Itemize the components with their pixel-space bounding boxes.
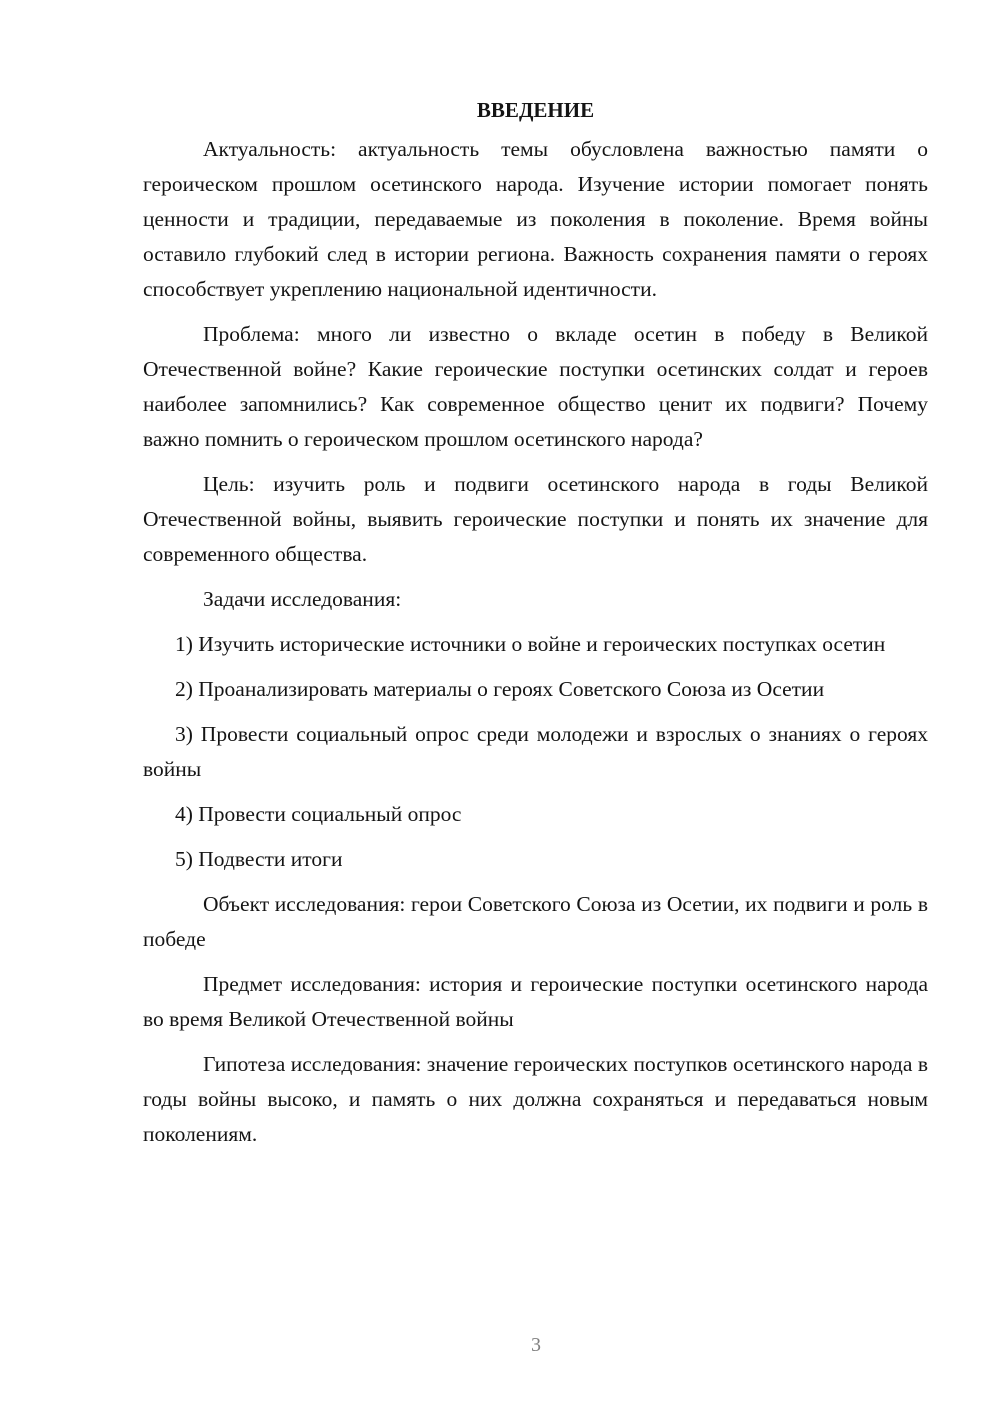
page-number: 3: [531, 1334, 541, 1356]
paragraph-goal: Цель: изучить роль и подвиги осетинского народа в годы Великой Отечественной войны, выявить героические поступки и понять их значение для современного общества.: [143, 472, 928, 566]
paragraph-object: Объект исследования: герои Советского Союза из Осетии, их подвиги и роль в победе: [143, 892, 928, 951]
paragraph-hypothesis: Гипотеза исследования: значение героических поступков осетинского народа в годы войны высоко, и память о них должна сохраняться и передаваться новым поколениям.: [143, 1052, 928, 1146]
paragraph-relevance: Актуальность: актуальность темы обусловлена важностью памяти о героическом прошлом осетинского народа. Изучение истории помогает понять ценности и традиции, передаваемые из поколения в поколение. Время войны оставило глубокий след в истории региона. Важность сохранения памяти о героях способствует укреплению национальной идентичности.: [143, 137, 928, 301]
page-title: ВВЕДЕНИЕ: [476, 98, 595, 122]
list-item-task-1: 1) Изучить исторические источники о войне и героических поступках осетин: [175, 632, 886, 656]
list-item-task-3: 3) Провести социальный опрос среди молодежи и взрослых о знаниях о героях войны: [143, 722, 928, 781]
list-item-task-4: 4) Провести социальный опрос: [175, 802, 462, 826]
paragraph-tasks-heading: Задачи исследования:: [203, 587, 402, 611]
list-item-task-5: 5) Подвести итоги: [175, 847, 343, 871]
paragraph-problem: Проблема: много ли известно о вкладе осетин в победу в Великой Отечественной войне? Какие героические поступки осетинских солдат и героев наиболее запомнились? Как современное общество ценит их подвиги? Почему важно помнить о героическом прошлом осетинского народа?: [143, 322, 928, 451]
document-page: [143, 92, 928, 1152]
paragraph-subject: Предмет исследования: история и героические поступки осетинского народа во время Великой Отечественной войны: [143, 972, 928, 1031]
list-item-task-2: 2) Проанализировать материалы о героях Советского Союза из Осетии: [175, 677, 825, 701]
